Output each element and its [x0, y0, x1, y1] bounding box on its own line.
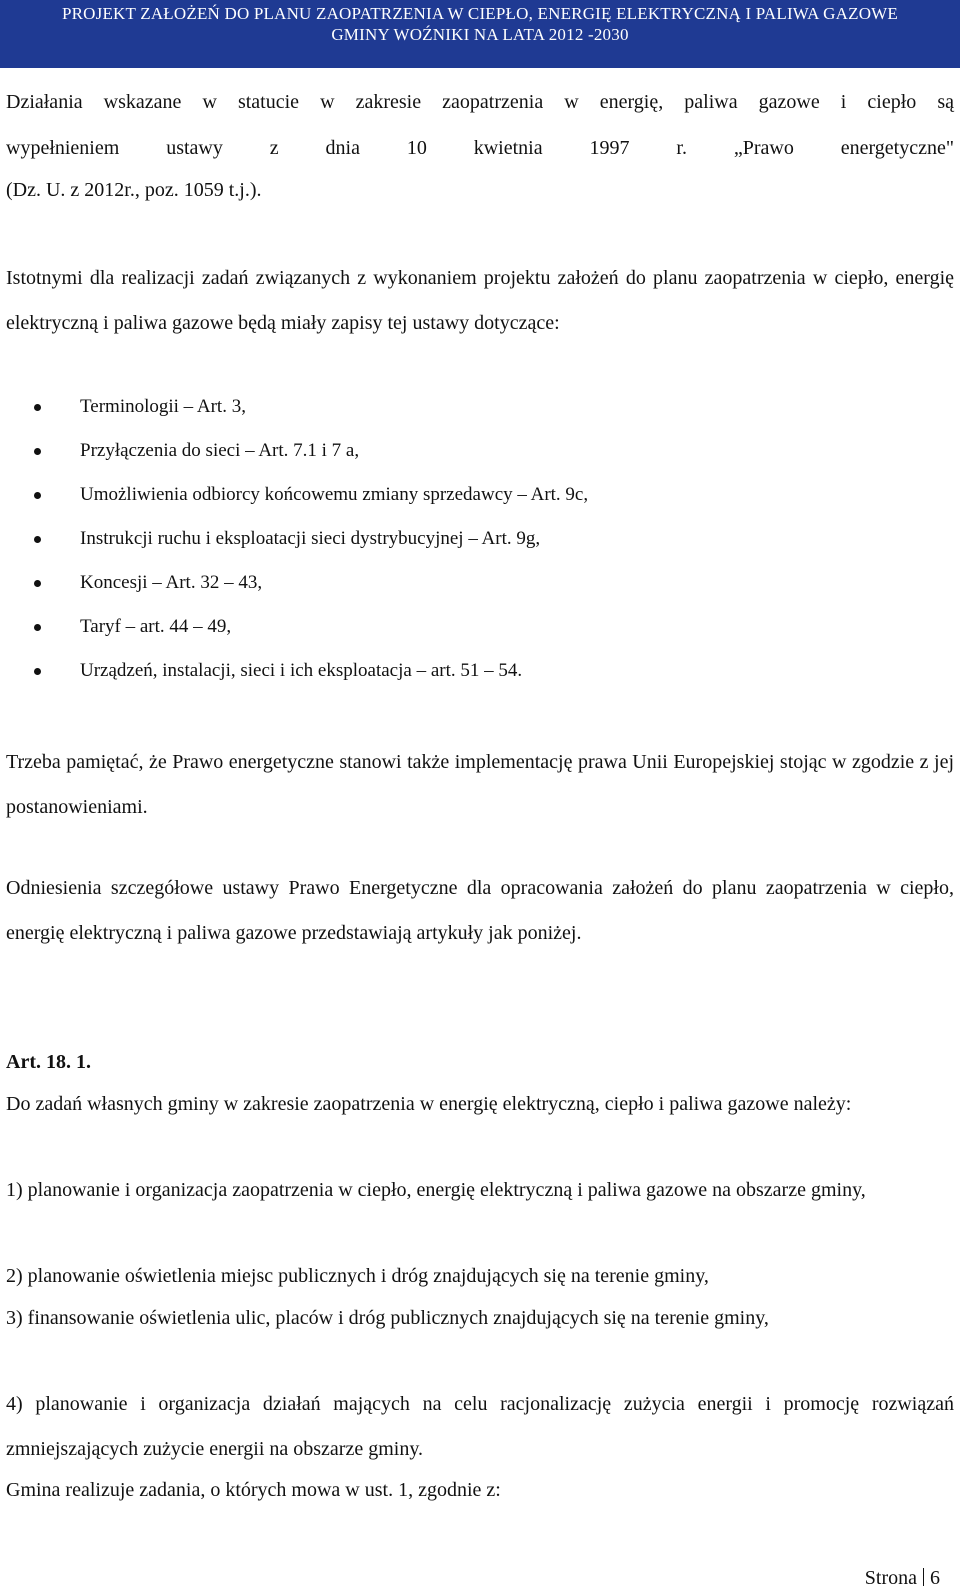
page-label: Strona [864, 1567, 917, 1589]
numbered-item-1: 1) planowanie i organizacja zaopatrzenia w ciepło, energię elektryczną i paliwa gazowe na obszarze gminy, [6, 1179, 866, 1201]
article-heading: Art. 18. 1. [6, 1051, 91, 1073]
paragraph-1-line-2: wypełnieniem ustawy z dnia 10 kwietnia 1997 r. „Prawo energetyczne" [6, 137, 954, 159]
header-title-line2: GMINY WOŹNIKI NA LATA 2012 -2030 [331, 25, 629, 44]
numbered-item-4: 4) planowanie i organizacja działań mających na celu racjonalizację zużycia energii i promocję rozwiązań zmniejszających zużycie energii na obszarze gminy. [6, 1393, 954, 1460]
numbered-item-3: 3) finansowanie oświetlenia ulic, placów i dróg publicznych znajdujących się na terenie gminy, [6, 1307, 769, 1329]
paragraph-3: Trzeba pamiętać, że Prawo energetyczne stanowi także implementację prawa Unii Europejskiej stojąc w zgodzie z jej postanowieniami. [6, 751, 954, 818]
paragraph-4: Odniesienia szczegółowe ustawy Prawo Energetyczne dla opracowania założeń do planu zaopatrzenia w ciepło, energię elektryczną i paliwa gazowe przedstawiają artykuły jak poniżej. [6, 877, 954, 944]
closing-sentence: Gmina realizuje zadania, o których mowa w ust. 1, zgodnie z: [6, 1479, 501, 1501]
paragraph-5: Do zadań własnych gminy w zakresie zaopatrzenia w energię elektryczną, ciepło i paliwa gazowe należy: [6, 1093, 852, 1115]
numbered-item-2: 2) planowanie oświetlenia miejsc publicznych i dróg znajdujących się na terenie gminy, [6, 1265, 709, 1287]
paragraph-1-line-3: (Dz. U. z 2012r., poz. 1059 t.j.). [6, 179, 262, 201]
document-header [0, 0, 960, 68]
footer-divider [923, 1568, 924, 1586]
page-number: 6 [930, 1567, 940, 1589]
page-footer [865, 1567, 940, 1590]
paragraph-2: Istotnymi dla realizacji zadań związanych z wykonaniem projektu założeń do planu zaopatrzenia w ciepło, energię elektryczną i paliwa gazowe będą miały zapisy tej ustawy dotyczące: [6, 267, 954, 334]
header-title-line1: PROJEKT ZAŁOŻEŃ DO PLANU ZAOPATRZENIA W CIEPŁO, ENERGIĘ ELEKTRYCZNĄ I PALIWA GAZOWE [61, 4, 899, 23]
paragraph-1-line-1: Działania wskazane w statucie w zakresie zaopatrzenia w energię, paliwa gazowe i ciepło są [6, 91, 954, 113]
